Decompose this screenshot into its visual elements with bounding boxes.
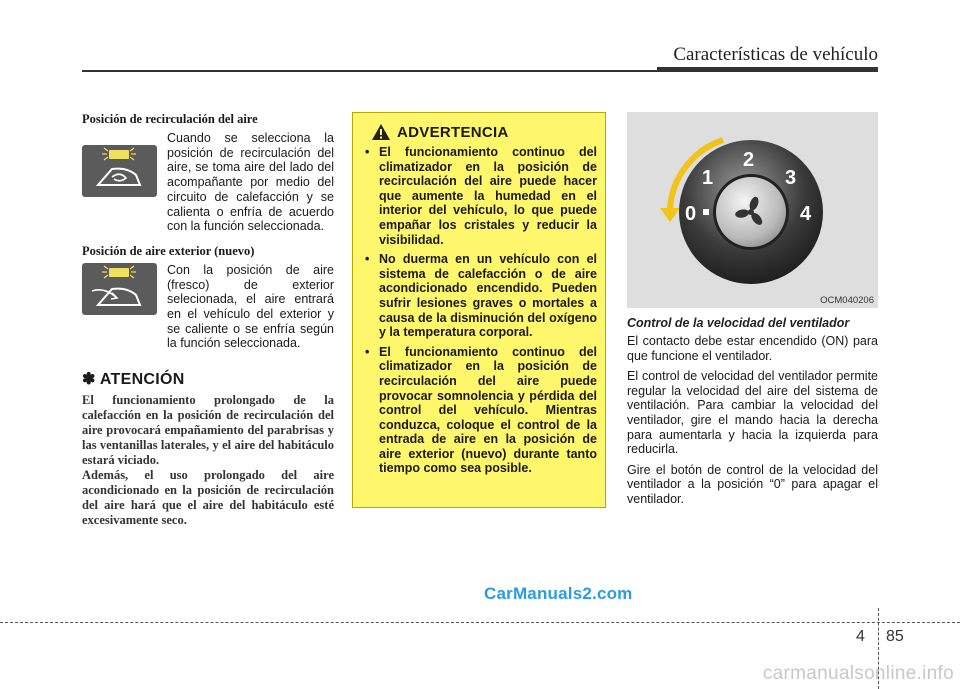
fan-control-paragraph: Gire el botón de control de la velocidad del ventilador a la posición “0” para apagar el ventilador. [627, 462, 878, 506]
warning-triangle-icon [371, 123, 391, 141]
warning-item: • No duerma en un vehículo con el sistema de calefacción o de aire acondicionado encendido. Pueden sufrir lesiones graves o mortales a causa de la disminución del oxígeno y la temperatura corporal. [361, 252, 597, 340]
recirculation-heading: Posición de recirculación del aire [82, 112, 258, 126]
outside-air-heading: Posición de aire exterior (nuevo) [82, 243, 255, 258]
header-title: Características de vehículo [673, 44, 878, 65]
outside-air-text: Con la posición de aire (fresco) de exterior selecionada, el aire entrará en el vehículo del exterior y se caliente o se enfría según la función seleccionada. [167, 262, 334, 351]
recirculation-car-icon [98, 169, 140, 185]
warning-list [361, 145, 597, 476]
footer-rule [0, 622, 960, 623]
warning-item: • El funcionamiento continuo del climatizador en la posición de recirculación del aire puede provocar somnolencia y pérdida del control del vehículo. Mientras conduzca, coloque el control de la entrada de aire en la posición de aire exterior (nuevo) durante tanto tiempo como sea posible. [361, 345, 597, 476]
outside-air-item [82, 263, 334, 351]
recirculation-button-icon [82, 145, 157, 197]
chapter-number: 4 [856, 628, 865, 645]
fan-control-paragraph: El contacto debe estar encendido (ON) para que funcione el ventilador. [627, 334, 878, 363]
knob-label-0: 0 [685, 203, 697, 225]
atencion-paragraph: Además, el uso prolongado del aire acondicionado en la posición de recirculación del aire hará que el aire del habitáculo esté excesivamente seco. [82, 468, 334, 528]
watermark-link[interactable]: CarManuals2.com [484, 584, 633, 603]
figure-code: OCM040206 [820, 295, 874, 306]
fan-knob-illustration [627, 112, 878, 308]
knob-label-1: 1 [702, 167, 714, 189]
right-column [627, 112, 878, 513]
knob-label-4: 4 [800, 203, 812, 225]
knob-pointer [703, 209, 709, 215]
outside-air-button-icon [82, 263, 157, 315]
header-rule-thick [657, 67, 878, 72]
indicator-led-icon [102, 266, 136, 278]
left-column [82, 112, 334, 528]
knob-label-3: 3 [785, 167, 797, 189]
bottom-watermark: carmanualsonline.info [762, 663, 954, 684]
atencion-title: ✽ ATENCIÓN [82, 371, 185, 389]
fresh-air-car-icon [92, 289, 140, 305]
warning-title: ADVERTENCIA [397, 123, 509, 141]
fan-speed-figure [627, 112, 878, 308]
header-rule [82, 70, 657, 72]
recirculation-text: Cuando se selecciona la posición de recirculación del aire, se toma aire del lado del acompañante por medio del circuito de calefacción y se calienta o enfría de acuerdo con la función seleccionada. [167, 131, 334, 234]
fan-control-paragraph: El control de velocidad del ventilador permite regular la velocidad del aire del sistema de ventilación. Para cambiar la velocidad del ventilador, gire el mando hacia la derecha para aumentarla y hacia la izquierda para reducirla. [627, 369, 878, 457]
warning-item: • El funcionamiento continuo del climatizador en la posición de recirculación del aire puede hacer que aumente la humedad en el interior del vehículo, lo que puede empañar los cristales y reducir la visibilidad. [361, 145, 597, 247]
recirculation-item [82, 131, 334, 234]
page-number: 85 [886, 628, 904, 645]
indicator-led-icon [102, 148, 136, 160]
warning-box [352, 112, 606, 508]
knob-label-2: 2 [743, 149, 755, 171]
fan-control-caption: Control de la velocidad del ventilador [627, 316, 850, 330]
atencion-paragraph: El funcionamiento prolongado de la calefacción en la posición de recirculación del aire provocará empañamiento del parabrisas y las ventanillas laterales, y el aire del habitáculo estará viciado. [82, 393, 334, 468]
warning-header [361, 123, 597, 141]
